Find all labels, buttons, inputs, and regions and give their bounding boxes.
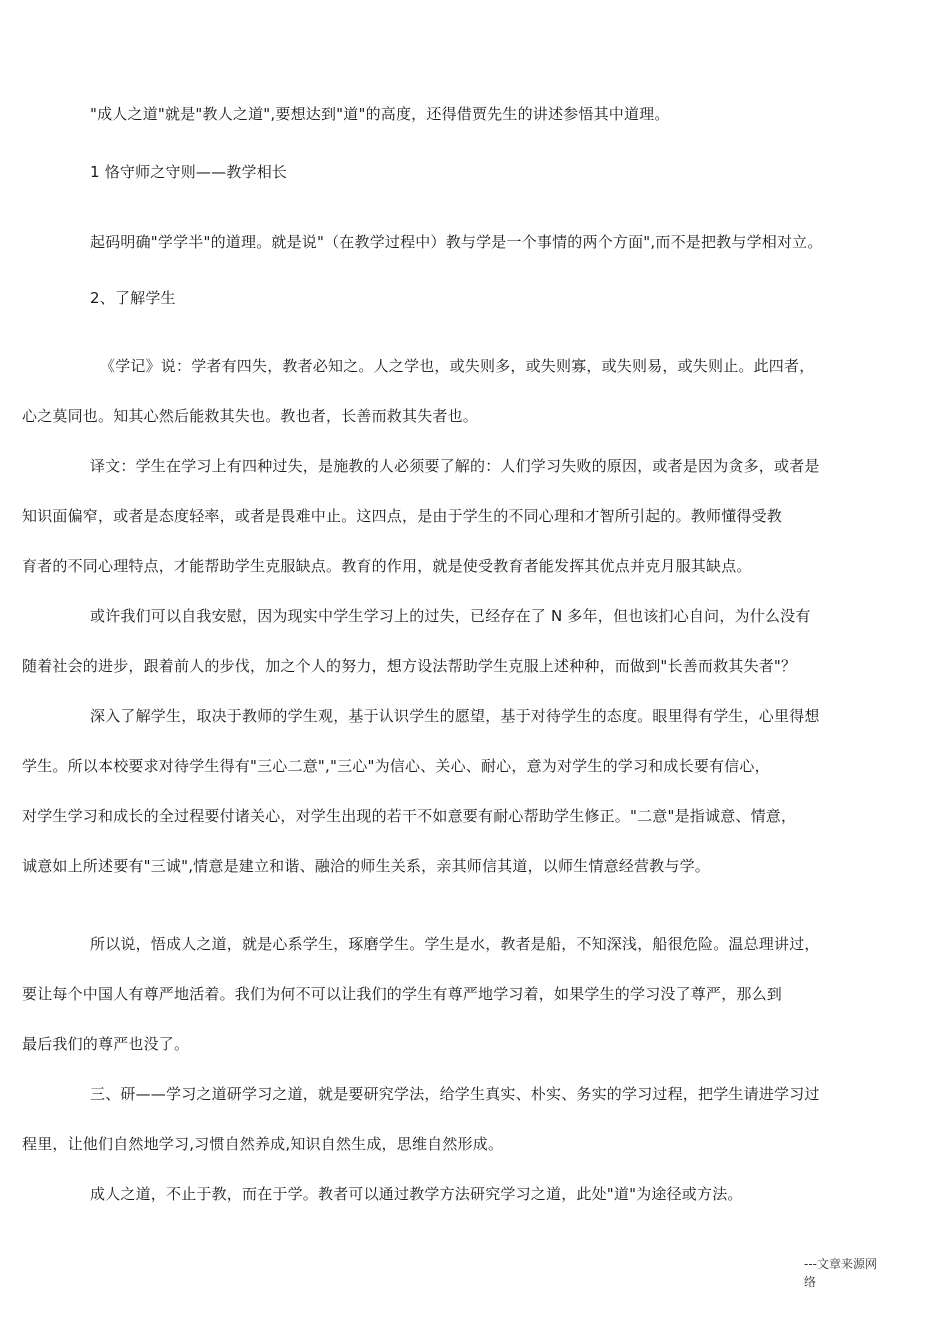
paragraph-line: 对学生学习和成长的全过程要付诸关心，对学生出现的若干不如意要有耐心帮助学生修正。"二意"是指诚意、情意， [22, 807, 797, 825]
paragraph-line: 学生。所以本校要求对待学生得有"三心二意","三心"为信心、关心、耐心，意为对学生的学习和成长要有信心， [22, 757, 770, 775]
section-heading: 2、了解学生 [90, 289, 176, 307]
paragraph-line: 译文：学生在学习上有四种过失，是施教的人必须要了解的：人们学习失败的原因，或者是因为贪多，或者是 [90, 457, 820, 475]
paragraph-line: 知识面偏窄，或者是态度轻率，或者是畏难中止。这四点，是由于学生的不同心理和才智所引起的。教师懂得受教 [22, 507, 783, 525]
paragraph-line: "成人之道"就是"教人之道",要想达到"道"的高度，还得借贾先生的讲述参悟其中道理。 [90, 105, 670, 123]
paragraph-line: 程里，让他们自然地学习,习惯自然养成,知识自然生成，思维自然形成。 [22, 1135, 504, 1153]
paragraph-line: 深入了解学生，取决于教师的学生观，基于认识学生的愿望，基于对待学生的态度。眼里得有学生，心里得想 [90, 707, 820, 725]
paragraph-line: 《学记》说：学者有四失，教者必知之。人之学也，或失则多，或失则寡，或失则易，或失则止。此四者， [100, 357, 815, 375]
paragraph-line: 起码明确"学学半"的道理。就是说"（在教学过程中）教与学是一个事情的两个方面",而不是把教与学相对立。 [90, 233, 823, 251]
source-note-line-2: 络 [804, 1275, 817, 1289]
paragraph-line: 或许我们可以自我安慰，因为现实中学生学习上的过失，已经存在了 N 多年，但也该扪心自问，为什么没有 [90, 607, 811, 625]
paragraph-line: 要让每个中国人有尊严地活着。我们为何不可以让我们的学生有尊严地学习着，如果学生的学习没了尊严，那么到 [22, 985, 783, 1003]
paragraph-line: 成人之道，不止于教，而在于学。教者可以通过教学方法研究学习之道，此处"道"为途径或方法。 [90, 1185, 743, 1203]
paragraph-line: 随着社会的进步，跟着前人的步伐，加之个人的努力，想方设法帮助学生克服上述种种，而做到"长善而救其失者"？ [22, 657, 797, 675]
paragraph-line: 诚意如上所述要有"三诚",情意是建立和谐、融洽的师生关系，亲其师信其道，以师生情意经营教与学。 [22, 857, 710, 875]
paragraph-line: 心之莫同也。知其心然后能救其失也。教也者，长善而救其失者也。 [22, 407, 479, 425]
paragraph-line: 所以说，悟成人之道，就是心系学生，琢磨学生。学生是水，教者是船，不知深浅，船很危险。温总理讲过， [90, 935, 820, 953]
paragraph-line: 最后我们的尊严也没了。 [22, 1035, 190, 1053]
paragraph-line: 育者的不同心理特点，才能帮助学生克服缺点。教育的作用，就是使受教育者能发挥其优点并克月服其缺点。 [22, 557, 752, 575]
paragraph-line: 三、研——学习之道研学习之道，就是要研究学法，给学生真实、朴实、务实的学习过程，把学生请进学习过 [90, 1085, 820, 1103]
section-heading: 1 恪守师之守则——教学相长 [90, 163, 288, 181]
source-note-line-1: ---文章来源网 [804, 1257, 877, 1271]
